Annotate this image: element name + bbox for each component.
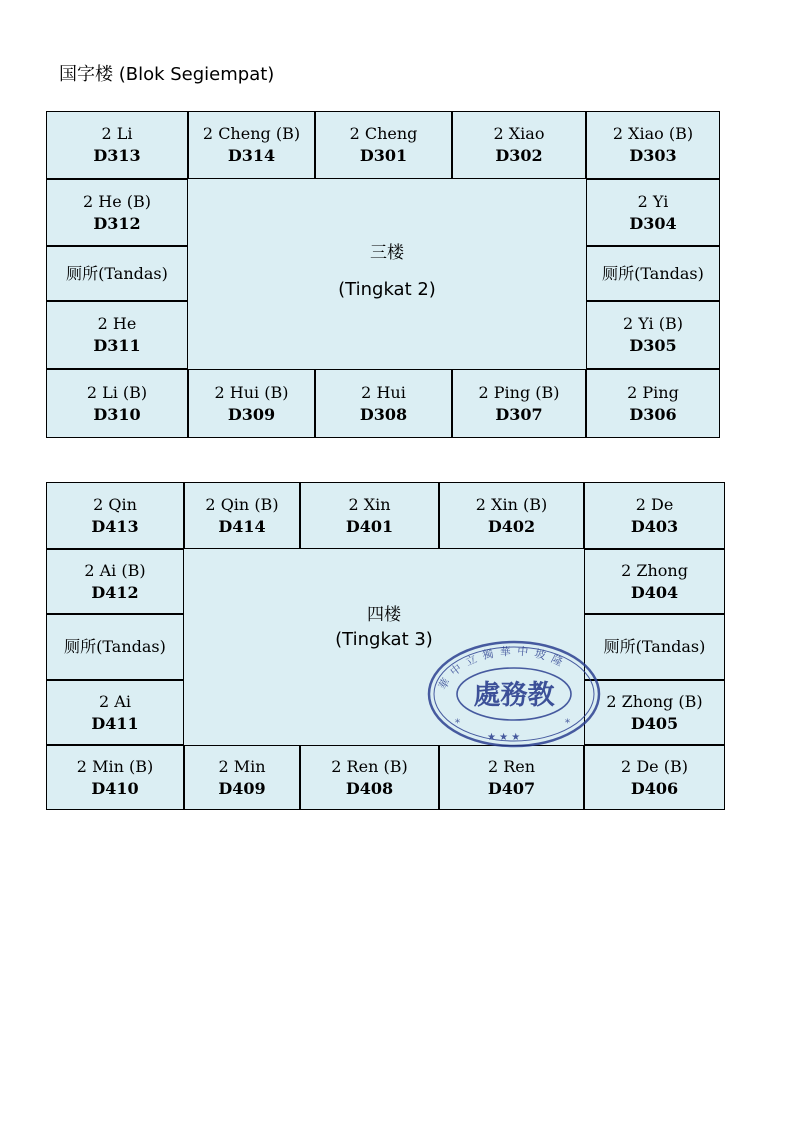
class-name: 2 Li (B) — [86, 382, 148, 402]
room-number: D305 — [629, 336, 677, 355]
room-d407 — [439, 745, 584, 810]
class-name: 2 Cheng (B) — [202, 124, 301, 143]
floor-3-chinese-label: 三楼 — [370, 243, 404, 263]
room-number: D408 — [345, 778, 394, 798]
room-number: D303 — [629, 146, 677, 165]
room-number: D410 — [91, 778, 139, 798]
room-number: D413 — [91, 516, 139, 536]
class-name: 厕所(Tandas) — [603, 637, 706, 656]
room-d306 — [586, 369, 720, 438]
class-name: 厕所(Tandas) — [64, 637, 166, 656]
class-name: 2 Min — [218, 756, 266, 776]
class-name: 2 Yi (B) — [623, 314, 683, 333]
svg-text:*: * — [455, 718, 460, 729]
toilet-floor3-6 — [46, 246, 188, 301]
room-d312 — [46, 179, 188, 246]
room-d303 — [586, 111, 720, 179]
class-name: 2 Ai (B) — [84, 560, 146, 580]
room-d402 — [439, 482, 584, 549]
room-number: D310 — [93, 404, 141, 424]
floor-4-level-label: (Tingkat 3) — [335, 629, 433, 650]
class-name: 2 Xin (B) — [475, 494, 548, 514]
class-name: 厕所(Tandas) — [66, 263, 168, 283]
room-d304 — [586, 179, 720, 246]
seal-main-text: 處務教 — [473, 680, 555, 711]
page-title: 国字楼 (Blok Segiempat) — [59, 64, 275, 85]
room-d308 — [315, 369, 452, 438]
class-name: 2 He — [97, 314, 137, 333]
room-d412 — [46, 549, 184, 614]
room-number: D313 — [93, 146, 141, 165]
room-d311 — [46, 301, 188, 369]
room-number: D304 — [629, 213, 677, 233]
room-d413 — [46, 482, 184, 549]
class-name: 2 Qin — [93, 494, 137, 514]
toilet-floor4-6 — [46, 614, 184, 680]
room-number: D301 — [359, 146, 408, 165]
class-name: 2 Zhong — [621, 560, 688, 580]
class-name: 2 Hui — [361, 382, 406, 402]
room-number: D302 — [495, 146, 543, 165]
room-d408 — [300, 745, 439, 810]
room-number: D409 — [218, 778, 266, 798]
room-d404 — [584, 549, 725, 614]
room-d313 — [46, 111, 188, 179]
room-number: D307 — [495, 404, 543, 424]
room-d310 — [46, 369, 188, 438]
room-number: D412 — [91, 582, 139, 602]
room-d409 — [184, 745, 300, 810]
room-d301 — [315, 111, 452, 179]
room-d314 — [188, 111, 315, 179]
class-name: 2 Ping — [627, 382, 679, 402]
class-name: 2 Xin — [348, 494, 391, 514]
class-name: 2 Hui (B) — [214, 382, 289, 402]
class-name: 2 De (B) — [621, 756, 688, 776]
room-d405 — [584, 680, 725, 745]
class-name: 厕所(Tandas) — [602, 263, 704, 283]
room-number: D309 — [227, 404, 276, 424]
room-d401 — [300, 482, 439, 549]
class-name: 2 He (B) — [82, 191, 151, 211]
room-number: D403 — [630, 516, 679, 536]
floor-3-center — [188, 238, 586, 300]
room-d414 — [184, 482, 300, 549]
toilet-floor3-9 — [586, 246, 720, 301]
school-seal-stamp — [427, 640, 601, 748]
room-d411 — [46, 680, 184, 745]
class-name: 2 Zhong (B) — [606, 691, 703, 711]
class-name: 2 Cheng — [349, 124, 418, 143]
class-name: 2 Ren (B) — [331, 756, 408, 776]
room-number: D306 — [629, 404, 677, 424]
room-d307 — [452, 369, 586, 438]
class-name: 2 Ai — [99, 691, 131, 711]
class-name: 2 De — [635, 494, 674, 514]
room-number: D404 — [630, 582, 679, 602]
room-number: D402 — [487, 516, 536, 536]
class-name: 2 Ren — [487, 756, 536, 776]
room-d302 — [452, 111, 586, 179]
room-number: D405 — [630, 713, 679, 733]
class-name: 2 Min (B) — [76, 756, 154, 776]
room-number: D411 — [91, 713, 139, 733]
room-number: D407 — [487, 778, 536, 798]
class-name: 2 Xiao (B) — [612, 124, 694, 143]
toilet-floor4-9 — [584, 614, 725, 680]
room-d410 — [46, 745, 184, 810]
room-number: D314 — [227, 146, 276, 165]
room-d406 — [584, 745, 725, 810]
room-number: D414 — [218, 516, 266, 536]
seal-ring-text: 華中立獨華中坡隆 — [436, 644, 571, 693]
room-number: D311 — [93, 336, 141, 355]
room-number: D401 — [345, 516, 394, 536]
room-number: D312 — [93, 213, 141, 233]
room-number: D406 — [630, 778, 679, 798]
class-name: 2 Xiao — [493, 124, 545, 143]
svg-text:★ ★ ★: ★ ★ ★ — [487, 732, 521, 743]
svg-text:*: * — [565, 718, 570, 729]
class-name: 2 Ping (B) — [478, 382, 560, 402]
class-name: 2 Yi — [637, 191, 669, 211]
class-name: 2 Qin (B) — [205, 494, 279, 514]
room-d403 — [584, 482, 725, 549]
room-d309 — [188, 369, 315, 438]
floor-3-level-label: (Tingkat 2) — [338, 279, 436, 300]
room-number: D308 — [359, 404, 408, 424]
class-name: 2 Li — [101, 124, 133, 143]
room-d305 — [586, 301, 720, 369]
floor-4-chinese-label: 四楼 — [367, 605, 401, 625]
